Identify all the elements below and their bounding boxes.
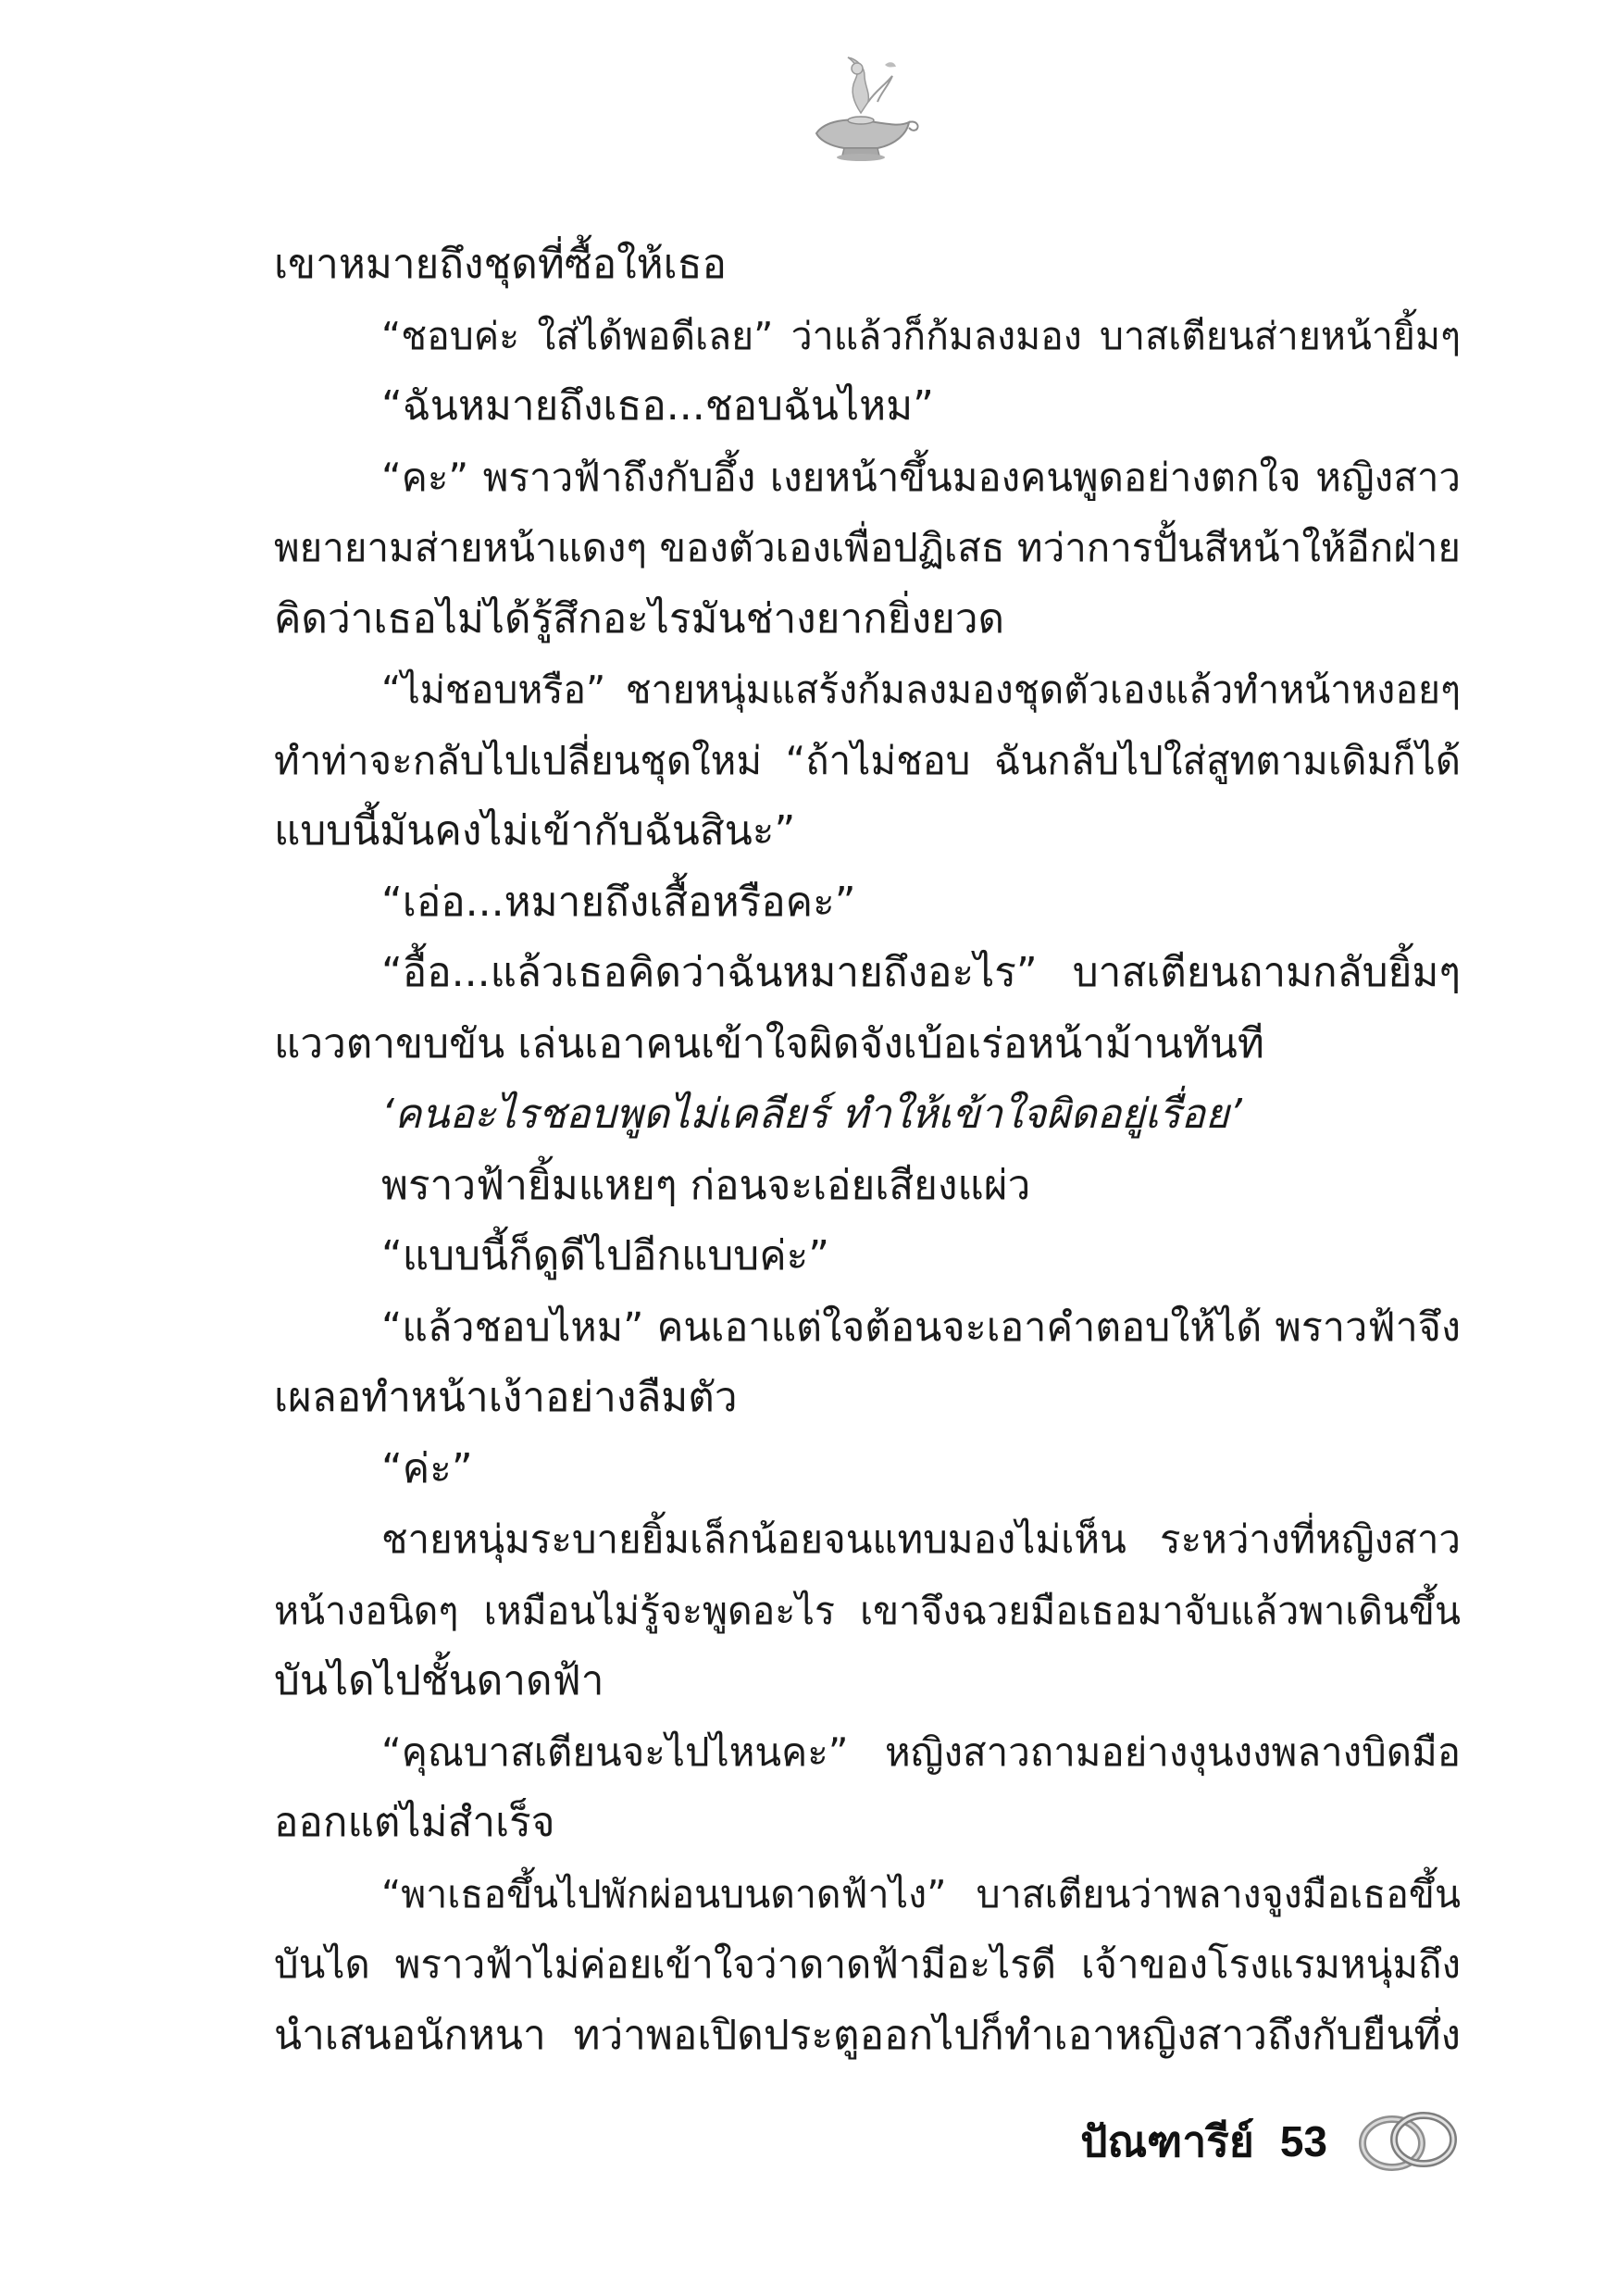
text-line: ‘คนอะไรชอบพูดไม่เคลียร์ ทำให้เข้าใจผิดอยู่เรื่อย’ (381, 1091, 1242, 1138)
text-line: “ฉันหมายถึงเธอ...ชอบฉันไหม” (381, 382, 934, 430)
text-line: “เอ่อ...หมายถึงเสื้อหรือคะ” (381, 878, 856, 926)
text-line: หน้างอนิดๆ เหมือนไม่รู้จะพูดอะไร เขาจึงฉวยมือเธอมาจับแล้วพาเดินขึ้น (274, 1588, 1461, 1633)
text-line: พยายามส่ายหน้าแดงๆ ของตัวเองเพื่อปฏิเสธ ทว่าการปั้นสีหน้าให้อีกฝ่าย (274, 525, 1461, 570)
genie-lamp-icon (796, 48, 926, 168)
text-line: “อื้อ...แล้วเธอคิดว่าฉันหมายถึงอะไร” บาสเตียนถามกลับยิ้มๆ (381, 949, 1461, 996)
text-line: แววตาขบขัน เล่นเอาคนเข้าใจผิดจังเบ้อเร่อหน้าม้านทันที (274, 1019, 1264, 1067)
text-line: ชายหนุ่มระบายยิ้มเล็กน้อยจนแทบมองไม่เห็น ระหว่างที่หญิงสาว (381, 1516, 1461, 1562)
text-line: “ไม่ชอบหรือ” ชายหนุ่มแสร้งก้มลงมองชุดตัวเองแล้วทำหน้าหงอยๆ (381, 668, 1461, 712)
text-line: “แบบนี้ก็ดูดีไปอีกแบบค่ะ” (381, 1232, 830, 1279)
text-line: “ชอบค่ะ ใส่ได้พอดีเลย” ว่าแล้วก็ก้มลงมอง บาสเตียนส่ายหน้ายิ้มๆ (381, 313, 1461, 358)
text-line: “ค่ะ” (381, 1444, 473, 1492)
text-line: “คุณบาสเตียนจะไปไหนคะ” หญิงสาวถามอย่างงุนงงพลางบิดมือ (381, 1728, 1461, 1775)
text-line: ออกแต่ไม่สำเร็จ (274, 1799, 555, 1846)
text-line: “คะ” พราวฟ้าถึงกับอึ้ง เงยหน้าขึ้นมองคนพูดอย่างตกใจ หญิงสาว (381, 454, 1461, 500)
page-number: 53 (1279, 2117, 1327, 2165)
text-line: นำเสนอนักหนา ทว่าพอเปิดประตูออกไปก็ทำเอาหญิงสาวถึงกับยืนทึ่ง (274, 2011, 1461, 2059)
text-line: ทำท่าจะกลับไปเปลี่ยนชุดใหม่ “ถ้าไม่ชอบ ฉันกลับไปใส่สูทตามเดิมก็ได้ (274, 737, 1461, 783)
text-line: บันได พราวฟ้าไม่ค่อยเข้าใจว่าดาดฟ้ามีอะไรดี เจ้าของโรงแรมหนุ่มถึง (274, 1941, 1461, 1987)
author-name: ปัณฑารีย์ (1080, 2115, 1254, 2166)
text-line: “พาเธอขึ้นไปพักผ่อนบนดาดฟ้าไง” บาสเตียนว่าพลางจูงมือเธอขึ้น (381, 1871, 1461, 1916)
text-line: พราวฟ้ายิ้มแหยๆ ก่อนจะเอ่ยเสียงแผ่ว (381, 1161, 1031, 1209)
text-line: บันไดไปชั้นดาดฟ้า (274, 1657, 604, 1704)
text-line: “แล้วชอบไหม” คนเอาแต่ใจต้อนจะเอาคำตอบให้ได้ พราวฟ้าจึง (381, 1304, 1461, 1351)
interlocked-rings-icon (1353, 2104, 1462, 2178)
page-footer (1080, 2100, 1462, 2183)
text-line: เขาหมายถึงชุดที่ซื้อให้เธอ (274, 241, 727, 288)
text-line: เผลอทำหน้าเง้าอย่างลืมตัว (274, 1374, 738, 1421)
body-text (274, 230, 1461, 2071)
text-line: คิดว่าเธอไม่ได้รู้สึกอะไรมันช่างยากยิ่งยวด (274, 594, 1005, 643)
text-line: แบบนี้มันคงไม่เข้ากับฉันสินะ” (274, 807, 796, 855)
